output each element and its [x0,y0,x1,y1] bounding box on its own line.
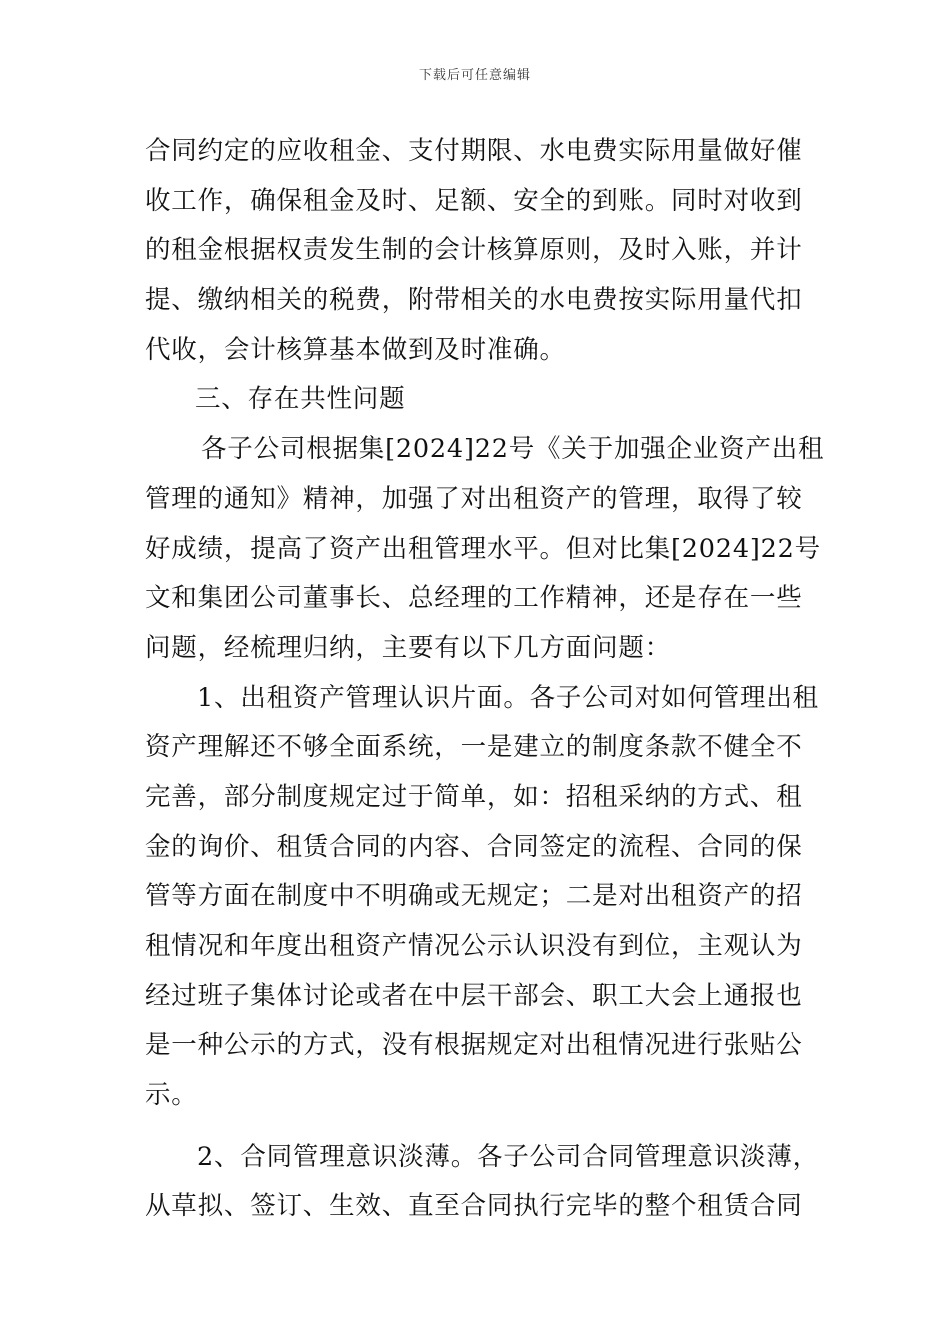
text-line: 的租金根据权责发生制的会计核算原则，及时入账，并计 [145,235,803,266]
text-line: 问题，经梳理归纳，主要有以下几方面问题： [145,632,672,663]
page-header-note: 下载后可任意编辑 [418,68,531,83]
text-line: 各子公司根据集[2024]22号《关于加强企业资产出租 [201,434,825,465]
document-body [145,127,825,1232]
text-line: 代收，会计核算基本做到及时准确。 [145,334,566,365]
text-line: 从草拟、签订、生效、直至合同执行完毕的整个租赁合同 [145,1191,803,1222]
text-line: 资产理解还不够全面系统，一是建立的制度条款不健全不 [145,732,803,763]
text-line: 示。 [145,1080,198,1111]
text-line: 管等方面在制度中不明确或无规定；二是对出租资产的招 [145,881,803,912]
text-line: 合同约定的应收租金、支付期限、水电费实际用量做好催 [145,136,803,166]
text-line: 管理的通知》精神，加强了对出租资产的管理，取得了较 [145,483,803,514]
text-line: 经过班子集体讨论或者在中层干部会、职工大会上通报也 [145,980,803,1011]
text-line: 好成绩，提高了资产出租管理水平。但对比集[2024]22号 [145,533,821,564]
text-line: 完善，部分制度规定过于简单，如：招租采纳的方式、租 [145,781,803,812]
text-line: 2、合同管理意识淡薄。各子公司合同管理意识淡薄， [197,1141,819,1172]
section-heading: 三、存在共性问题 [195,384,406,415]
text-line: 1、出租资产管理认识片面。各子公司对如何管理出租 [197,682,819,713]
text-line: 收工作，确保租金及时、足额、安全的到账。同时对收到 [145,185,803,216]
text-line: 文和集团公司董事长、总经理的工作精神，还是存在一些 [145,583,803,614]
text-line: 是一种公示的方式，没有根据规定对出租情况进行张贴公 [145,1030,803,1061]
text-line: 提、缴纳相关的税费，附带相关的水电费按实际用量代扣 [145,285,803,316]
text-line: 租情况和年度出租资产情况公示认识没有到位，主观认为 [145,931,803,961]
text-line: 金的询价、租赁合同的内容、合同签定的流程、合同的保 [145,831,803,862]
